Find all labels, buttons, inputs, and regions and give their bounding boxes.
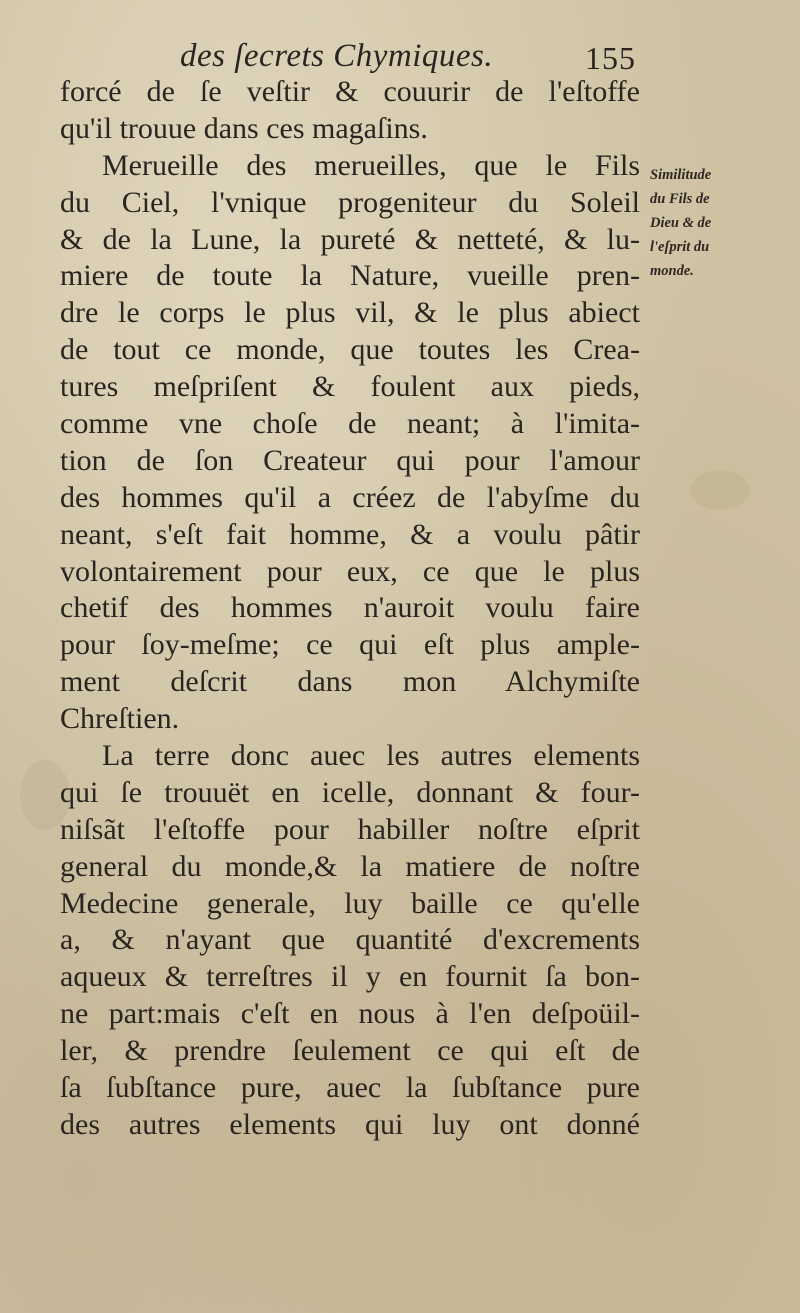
text-line: qu'il trouue dans ces magaſins. (60, 111, 428, 145)
text-line: Chreſtien. (60, 702, 180, 736)
margin-note (650, 163, 775, 283)
text-line: volontairement pour eux, ce que le plus (60, 554, 640, 588)
text-line: dre le corps le plus vil, & le plus abiect (60, 296, 640, 330)
margin-note-line: Similitude (650, 167, 712, 183)
paper-stain (690, 470, 750, 510)
page-number: 155 (585, 40, 636, 76)
text-line: & de la Lune, la pureté & netteté, & lu- (60, 222, 640, 256)
text-line: ſa ſubſtance pure, auec la ſubſtance pure (60, 1071, 640, 1105)
text-line: pour ſoy-meſme; ce qui eſt plus ample- (60, 628, 640, 662)
running-head: des ſecrets Chymiques. (180, 38, 494, 74)
text-line: a, & n'ayant que quantité d'excrements (60, 923, 640, 957)
text-line: comme vne choſe de neant; à l'imita- (60, 407, 640, 441)
text-line: ler, & prendre ſeulement ce qui eſt de (60, 1034, 640, 1068)
margin-note-line: du Fils de (650, 191, 710, 207)
text-line: neant, s'eſt fait homme, & a voulu pâtir (60, 517, 640, 551)
page-header (0, 38, 800, 78)
text-line: niſsãt l'eſtoffe pour habiller noſtre eſprit (60, 812, 640, 846)
body-text (60, 74, 640, 1144)
text-line: Medecine generale, luy baille ce qu'elle (60, 886, 640, 920)
text-line: tures meſpriſent & foulent aux pieds, (60, 370, 640, 404)
text-line: du Ciel, l'vnique progeniteur du Soleil (60, 185, 640, 219)
text-line: tion de ſon Createur qui pour l'amour (60, 443, 640, 477)
text-line: des hommes qu'il a créez de l'abyſme du (60, 480, 640, 514)
text-line: des autres elements qui luy ont donné (60, 1107, 640, 1141)
margin-note-line: monde. (650, 263, 694, 279)
paragraph-first-line: La terre donc auec les autres elements (102, 739, 640, 773)
text-line: miere de toute la Nature, vueille pren- (60, 259, 640, 293)
text-line: ne part:mais c'eſt en nous à l'en deſpoüil- (60, 997, 640, 1031)
text-line: chetif des hommes n'auroit voulu faire (60, 591, 640, 625)
text-line: de tout ce monde, que toutes les Crea- (60, 333, 640, 367)
text-line: ment deſcrit dans mon Alchymiſte (60, 665, 640, 699)
text-line: qui ſe trouuët en icelle, donnant & four- (60, 775, 640, 809)
margin-note-line: l'eſprit du (650, 239, 710, 255)
text-line: aqueux & terreſtres il y en fournit ſa bon- (60, 960, 640, 994)
text-line: general du monde,& la matiere de noſtre (60, 849, 640, 883)
paragraph-first-line: Merueille des merueilles, que le Fils (102, 148, 640, 182)
margin-note-line: Dieu & de (650, 215, 712, 231)
text-line: forcé de ſe veſtir & couurir de l'eſtoffe (60, 75, 640, 108)
